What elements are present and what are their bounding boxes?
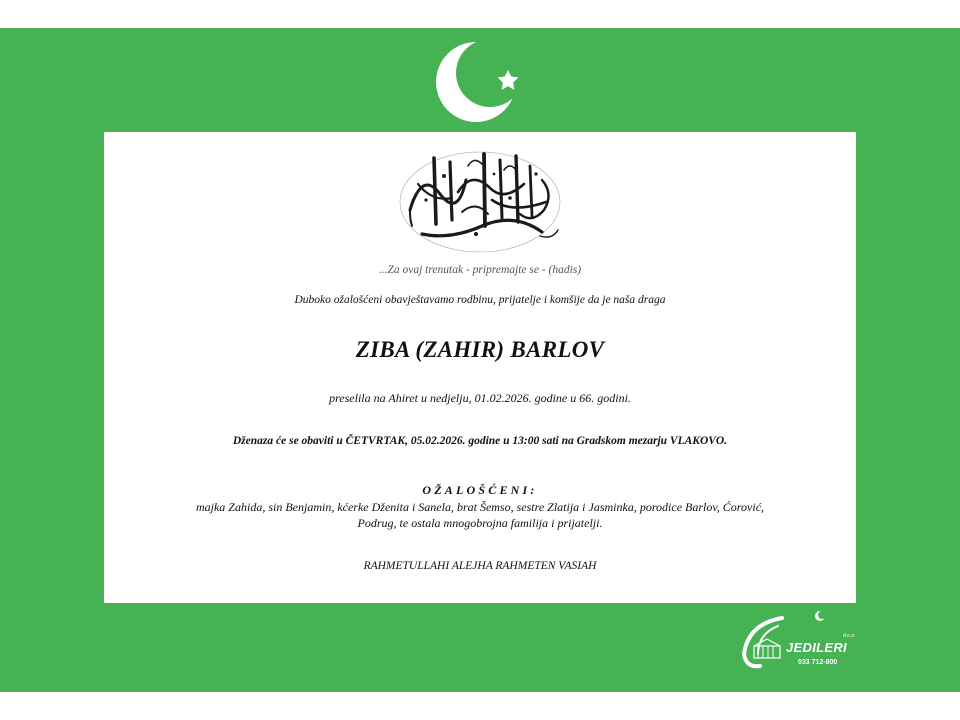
logo-suffix: d.o.o. (843, 633, 856, 639)
mourners-heading: OŽALOŠĆENI: (422, 483, 538, 497)
funeral-info: Dženaza će se obaviti u ČETVRTAK, 05.02.2026. godine u 13:00 sati na Gradskom mezarju VLAKOVO. (232, 435, 728, 447)
deceased-name: ZIBA (ZAHIR) BARLOV (355, 337, 605, 362)
hadis-quote: ...Za ovaj trenutak - pripremajte se - (hadis) (378, 264, 582, 276)
arabic-calligraphy-icon (392, 140, 568, 262)
mourners-list (104, 499, 856, 531)
closing-prayer: RAHMETULLAHI ALEJHA RAHMETEN VASIAH (363, 560, 597, 572)
mourners-line-2: Podrug, te ostala mnogobrojna familija i prijatelji. (357, 516, 603, 530)
logo-phone: 033 712-800 (798, 659, 838, 666)
mourners-line-1: majka Zahida, sin Benjamin, kćerke Dženita i Sanela, brat Šemso, sestre Zlatija i Jasminka, porodice Barlov, Ćorović, (195, 500, 765, 514)
passing-date-text: preselila na Ahiret u nedjelju, 01.02.2026. godine u 66. godini. (329, 391, 631, 405)
intro-text: Duboko ožalošćeni obavještavamo rodbinu, prijatelje i komšije da je naša draga (294, 294, 666, 306)
crescent-star-icon (432, 38, 528, 134)
logo-name: JEDILERI (786, 640, 847, 655)
obituary-card (104, 132, 856, 603)
